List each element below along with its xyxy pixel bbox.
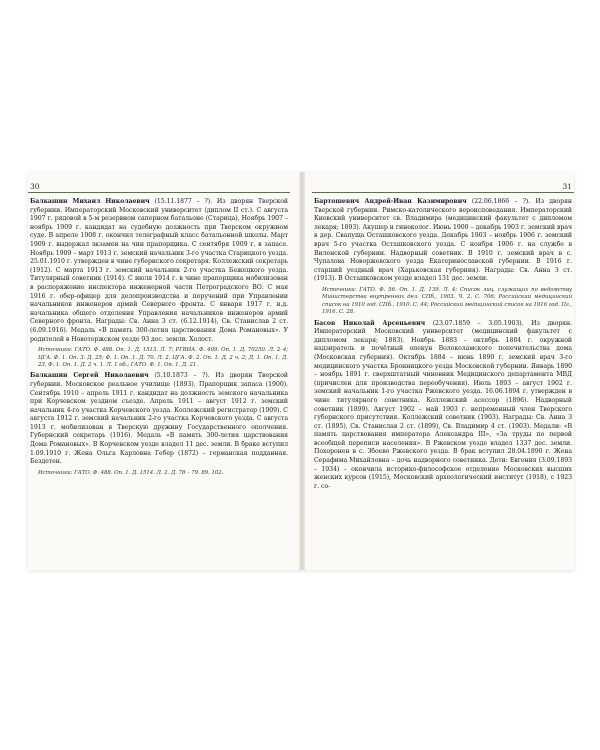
entry-name: Балкашин Сергей Николаевич — [30, 372, 149, 380]
header-rule — [28, 192, 290, 193]
entry-text: (15.11.1877 – ?). Из дворян Тверской губернии. Императорский Московский университет (диплом II ст.). С августа 1907 г. рядовой в 5-м резервном саперном батальоне (Старица). Ноябрь 1907 – ноябрь 1909 г. кандидат на судебную должность при Тверском окружном суде. В апреле 1908 г. окончил телеграфный класс батальонной школы. Март 1909 г. выдержал экзамен на чин прапорщика. С сентября 1909 г. в запасе. Ноябрь 1909 – март 1913 г. земский начальник 3-го участка Старицкого уезда. 25.01.1910 г. утвержден в чине губернского секретаря. Коллежский секретарь (1912). С марта 1913 г. земский начальник 2-го участка Бежецкого уезда. Титулярный советник (1914). С июля 1914 г. в чине прапорщика мобилизован в распоряжение инспектора инженерной части Петроградского ВО. С мая 1916 г. обер-офицер для делопроизводства и поручений при Управлении начальников инженеров армий Северного фронта. С января 1917 г. и.д. начальника общего отделения Управления начальников инженеров армий Северного фронта. Награды: Св. Анна 3 ст. (6.12.1914), Св. Станислав 2 ст. (6.09.1916). Медаль «В память 300-летия царствования Дома Романовых». У родителей в Новоторжском уезде 93 дес. земли. Холост. — [30, 198, 288, 343]
left-page — [28, 172, 290, 570]
entry-name: Бартошевич Андрей-Иван Казимирович — [314, 198, 467, 205]
page-number: 31 — [562, 182, 572, 191]
entry-sources: Источники: ГАТО. Ф. 488. Оп. 1. Д. 1514. Л. 2. Д. 78 – 79. 89. 102. — [38, 469, 224, 476]
page-number: 30 — [30, 182, 40, 191]
biography-entry — [314, 198, 572, 317]
biography-entry — [314, 320, 572, 492]
entry-text: (23.07.1859 – 3.05.1903). Из дворян. Императорский Московский университет (медицинский факультет с дипломом лекаря; 1883). Ноябрь 1883 – октябрь 1884 г. окружной надзиратель и почётный опекун Волоколамского попечительства дома (Московская губерния). Октябрь 1884 – июнь 1890 г. земский врач 3-го медицинского участка Бронницкого уезда Московской губернии. Январь 1890 – ноябрь 1891 г. сверхштатный чиновник Медицинского департамента МВД (причислен для производства переобучения). Июль 1893 – август 1902 г. земский начальник 1-го участка Ржевского уезда. 16.06.1894 г. утвержден в чине титулярного советника. Коллежский асессор (1896). Надворный советник (1899). Август 1902 – май 1903 г. непременный член Тверского губернского присутствия. Коллежский советник (1903). Награды: Св. Анна 3 ст. (1895), Св. Станислав 2 ст. (1899), Св. Владимир 4 ст. (1903). Медали: «В память царствования императора Александра III», «За труды по первой всеобщей переписи населения». В Ржевском уезде владел 1337 дес. земли. Похоронен в с. Збоево Ржевского уезда. В брак вступил 28.04.1890 г. Жена Серафима Михайловна – дочь надворного советника. Дети: Евгения (3.09.1893 – 1934) – окончила историко-философское отделение Московских высших женских курсов (1915), Московский археологический институт (1918), с 1923 г. со- — [314, 319, 572, 490]
biography-entry — [30, 372, 288, 477]
book-spine — [299, 172, 305, 570]
entry-name: Басов Николай Арсеньевич — [314, 319, 426, 327]
entry-sources: Источники: ГАТО. Ф. 488. Оп. 1. Д. 1513. Л. 7; РГВИА. Ф. 409. Оп. 1. Д. 70250. Л. 2–4; ЦГА. Ф. 1. Оп. 3. Д. 25; Ф. 1. Оп. 1. Д. 70. Л. 2. ЦГА. Ф. 2. Оп. 1. Д. 2 ч. 2; Д. 1. Оп. 1. Д. 23, Ф. 1. Оп. 1. Д. 2 ч. 1. Л. 1 об.; ГАТО. Ф. 1. Оп. 1. Д. 21. — [38, 347, 288, 368]
book-spread — [28, 172, 574, 570]
entry-sources: Источники: ГАТО. Ф. 56. Оп. 1. Д. 139. Л. 4; Список лиц, служащих по ведомству Министерства внутренних дел. СПб., 1903. Ч. 2. С. 706; Российский медицинский список на 1910 год. СПб., 1910. С. 44; Российский медицинский список на 1916 год. Пг., 1916. С. 28. — [322, 286, 572, 316]
entry-text: (22.06.1866 – ?). Из дворян Тверской губернии. Римско-католического вероисповедания. Императорский Киевский университет св. Владимира (медицинский факультет с дипломом лекаря; 1893). Акушер и гинеколог. Июнь 1900 – декабрь 1903 г. земский врач в дер. Свапуща Осташковского уезда. Декабрь 1903 – ноябрь 1906 г. земский врач 5-го участка Осташковского уезда. С ноября 1906 г. на службе в Виленской губернии. Надворный советник. В 1910 г. земский врач в с. Чупалова Новоржевского уезда Екатеринославской губернии. В 1916 г. старший уездный врач (Харьковская губерния). Награды: Св. Анна 3 ст. (1913). В Осташковском уезде владел 131 дес. земли. — [314, 198, 573, 283]
page-text — [30, 198, 288, 480]
header-rule — [312, 192, 574, 193]
entry-name: Балкашин Михаил Николаевич — [30, 198, 150, 205]
page-text — [314, 198, 572, 494]
entry-text: (5.10.1873 – ?). Из дворян Тверской губернии. Московское реальное училище (1893). Прапорщик запаса (1900). Сентябрь 1910 – апрель 1911 г. кандидат на должность земского начальника при Корчевском уездном съезде. Апрель 1911 – август 1912 г. земский начальник 4-го участка Корчевского уезда. Коллежский регистратор (1909). С августа 1912 г. земский начальник 2-го участка Корчевского уезда. С августа 1913 г. мобилизован в Тверскую дружину Государственного ополчения. Губернский секретарь (1916). Медаль «В память 300-летия царствования Дома Романовых». В Корчевском уезде владел 11 дес. земли. В браке вступил 1.09.1910 г. Жена Ольга Карловна Гебер (1872) – германская подданная. Бездетен. — [30, 372, 288, 466]
biography-entry — [30, 198, 288, 369]
right-page — [312, 172, 574, 570]
